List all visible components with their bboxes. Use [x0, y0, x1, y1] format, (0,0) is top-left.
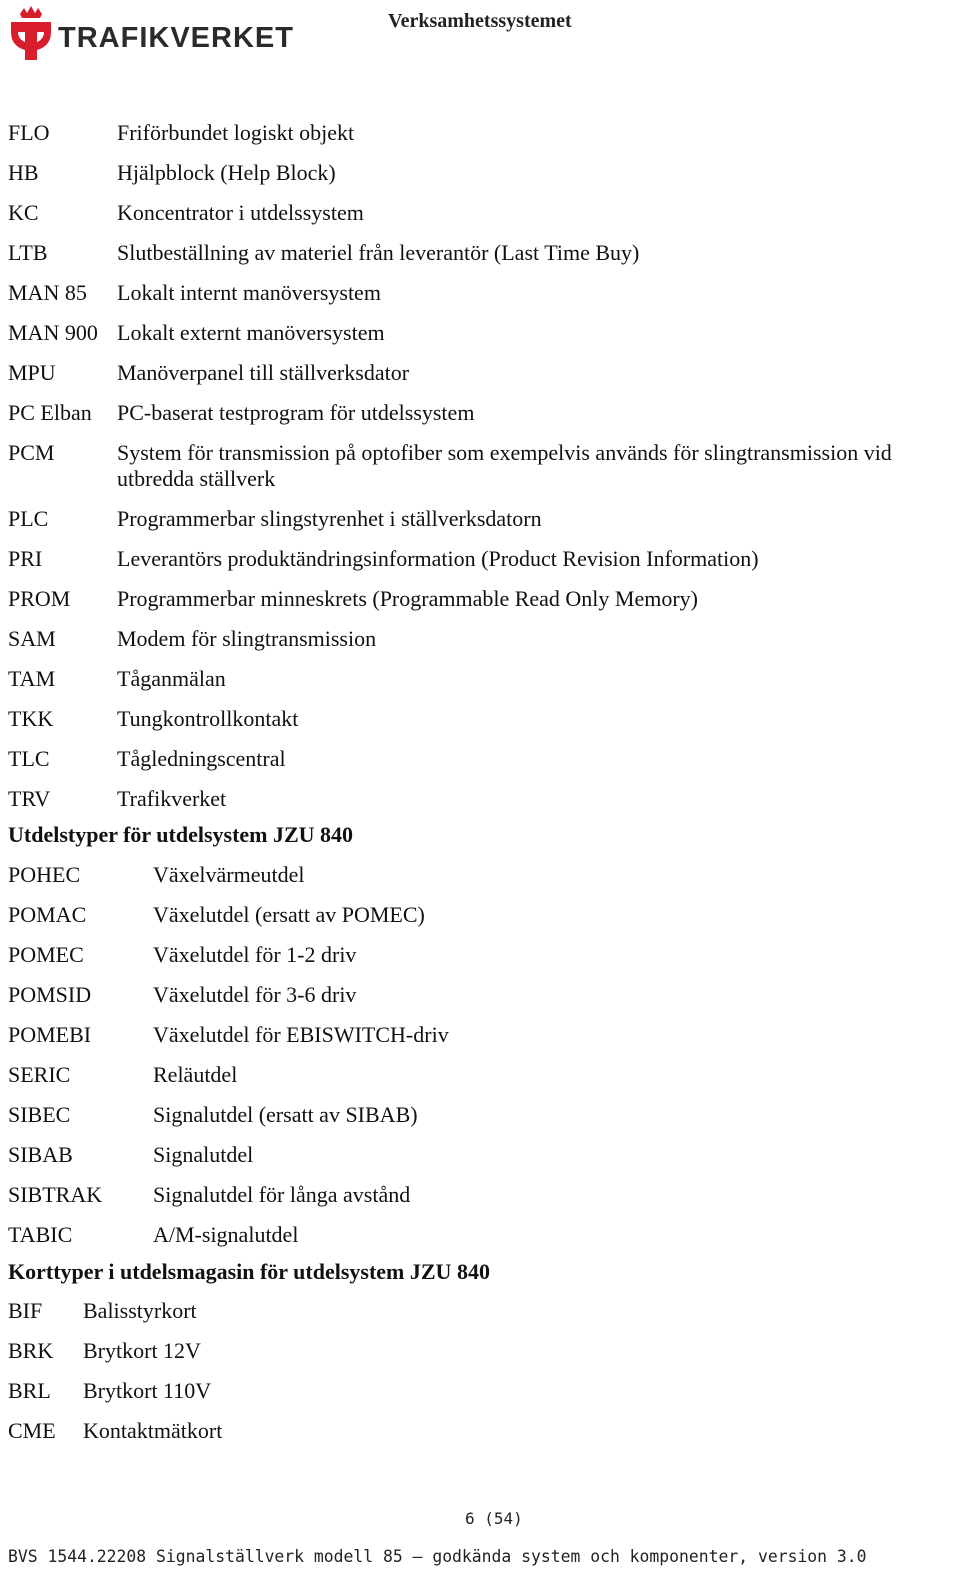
- abbreviation: MPU: [8, 360, 56, 385]
- list-item: [8, 1022, 952, 1048]
- list-item: [8, 240, 952, 266]
- list-item: [8, 862, 952, 888]
- definition: Växelutdel (ersatt av POMEC): [153, 902, 425, 927]
- abbreviation: PC Elban: [8, 400, 92, 425]
- list-item: [8, 440, 952, 492]
- list-item: [8, 546, 952, 572]
- list-item: [8, 280, 952, 306]
- list-item: [8, 586, 952, 612]
- definition: Leverantörs produktändringsinformation (Product Revision Information): [117, 546, 759, 571]
- definition: Kontaktmätkort: [83, 1418, 223, 1443]
- abbreviation: SERIC: [8, 1062, 71, 1087]
- abbreviation: SIBTRAK: [8, 1182, 103, 1207]
- list-item: [8, 1338, 952, 1364]
- definition: Växelutdel för 3-6 driv: [153, 982, 357, 1007]
- abbreviation: TKK: [8, 706, 54, 731]
- document-title: Verksamhetssystemet: [388, 10, 572, 32]
- list-item: [8, 1102, 952, 1128]
- abbreviation: TLC: [8, 746, 50, 771]
- abbreviation: MAN 85: [8, 280, 87, 305]
- list-item: [8, 666, 952, 692]
- abbreviation: BRL: [8, 1378, 51, 1403]
- crown-emblem-icon: [8, 6, 54, 62]
- trafikverket-logo: [8, 6, 294, 62]
- list-item: [8, 320, 952, 346]
- definition: System för transmission på optofiber som exempelvis används för slingtransmission vid utbredda ställverk: [117, 440, 892, 491]
- definition: Signalutdel för långa avstånd: [153, 1182, 411, 1207]
- page-number: 6 (54): [465, 1509, 523, 1528]
- definition: A/M-signalutdel: [153, 1222, 299, 1247]
- abbreviation: LTB: [8, 240, 48, 265]
- page-footer: BVS 1544.22208 Signalställverk modell 85 – godkända system och komponenter, version 3.0: [8, 1547, 867, 1566]
- definition: Reläutdel: [153, 1062, 238, 1087]
- section-heading: Utdelstyper för utdelsystem JZU 840: [8, 822, 354, 847]
- definition: Växelutdel för EBISWITCH-driv: [153, 1022, 449, 1047]
- list-item: [8, 120, 952, 146]
- definition: Manöverpanel till ställverksdator: [117, 360, 410, 385]
- list-item: [8, 400, 952, 426]
- definition: Lokalt internt manöversystem: [117, 280, 381, 305]
- list-item: [8, 786, 952, 812]
- list-item: [8, 360, 952, 386]
- abbreviation: PRI: [8, 546, 43, 571]
- definition: Programmerbar minneskrets (Programmable Read Only Memory): [117, 586, 699, 611]
- list-item: [8, 200, 952, 226]
- definition: Modem för slingtransmission: [117, 626, 377, 651]
- abbreviation: POHEC: [8, 862, 81, 887]
- definition: Trafikverket: [117, 786, 227, 811]
- list-item: [8, 982, 952, 1008]
- abbreviation: BIF: [8, 1298, 43, 1323]
- list-item: [8, 1222, 952, 1248]
- list-item: [8, 160, 952, 186]
- definition: Programmerbar slingstyrenhet i ställverksdatorn: [117, 506, 542, 531]
- abbreviation: TABIC: [8, 1222, 73, 1247]
- abbreviation: SIBEC: [8, 1102, 71, 1127]
- list-item: [8, 1062, 952, 1088]
- abbreviation: SAM: [8, 626, 56, 651]
- definition: Balisstyrkort: [83, 1298, 197, 1323]
- list-item: [8, 1142, 952, 1168]
- abbreviation: HB: [8, 160, 39, 185]
- abbreviation: SIBAB: [8, 1142, 73, 1167]
- list-item: [8, 706, 952, 732]
- page-header: [0, 0, 960, 72]
- list-item: [8, 1298, 952, 1324]
- logo-wordmark: TRAFIKVERKET: [58, 21, 294, 54]
- list-item: [8, 942, 952, 968]
- definition: Brytkort 110V: [83, 1378, 212, 1403]
- definition: Växelutdel för 1-2 driv: [153, 942, 357, 967]
- definition: Slutbeställning av materiel från leverantör (Last Time Buy): [117, 240, 640, 265]
- definition: Tungkontrollkontakt: [117, 706, 299, 731]
- abbreviation: POMSID: [8, 982, 92, 1007]
- section-heading: Korttyper i utdelsmagasin för utdelsystem JZU 840: [8, 1259, 490, 1284]
- definition: Lokalt externt manöversystem: [117, 320, 385, 345]
- definition: Växelvärmeutdel: [153, 862, 305, 887]
- definition: Koncentrator i utdelssystem: [117, 200, 364, 225]
- definition: Tågledningscentral: [117, 746, 286, 771]
- definition: Tåganmälan: [117, 666, 226, 691]
- list-item: [8, 1378, 952, 1404]
- list-item: [8, 1182, 952, 1208]
- abbreviation: PLC: [8, 506, 49, 531]
- abbreviation: BRK: [8, 1338, 54, 1363]
- abbreviation: POMEBI: [8, 1022, 92, 1047]
- definition: Hjälpblock (Help Block): [117, 160, 336, 185]
- definition: PC-baserat testprogram för utdelssystem: [117, 400, 475, 425]
- definition: Brytkort 12V: [83, 1338, 201, 1363]
- abbreviation: CME: [8, 1418, 56, 1443]
- list-item: [8, 902, 952, 928]
- definition: Friförbundet logiskt objekt: [117, 120, 355, 145]
- list-item: [8, 506, 952, 532]
- list-item: [8, 1418, 952, 1444]
- list-item: [8, 746, 952, 772]
- definition: Signalutdel (ersatt av SIBAB): [153, 1102, 418, 1127]
- abbreviation: POMEC: [8, 942, 84, 967]
- list-item: [8, 626, 952, 652]
- abbreviation: FLO: [8, 120, 50, 145]
- abbreviation: PROM: [8, 586, 71, 611]
- abbreviation: PCM: [8, 440, 55, 465]
- abbreviation: MAN 900: [8, 320, 98, 345]
- abbreviation: TRV: [8, 786, 51, 811]
- definition: Signalutdel: [153, 1142, 254, 1167]
- abbreviation: POMAC: [8, 902, 87, 927]
- abbreviation: TAM: [8, 666, 56, 691]
- abbreviation: KC: [8, 200, 39, 225]
